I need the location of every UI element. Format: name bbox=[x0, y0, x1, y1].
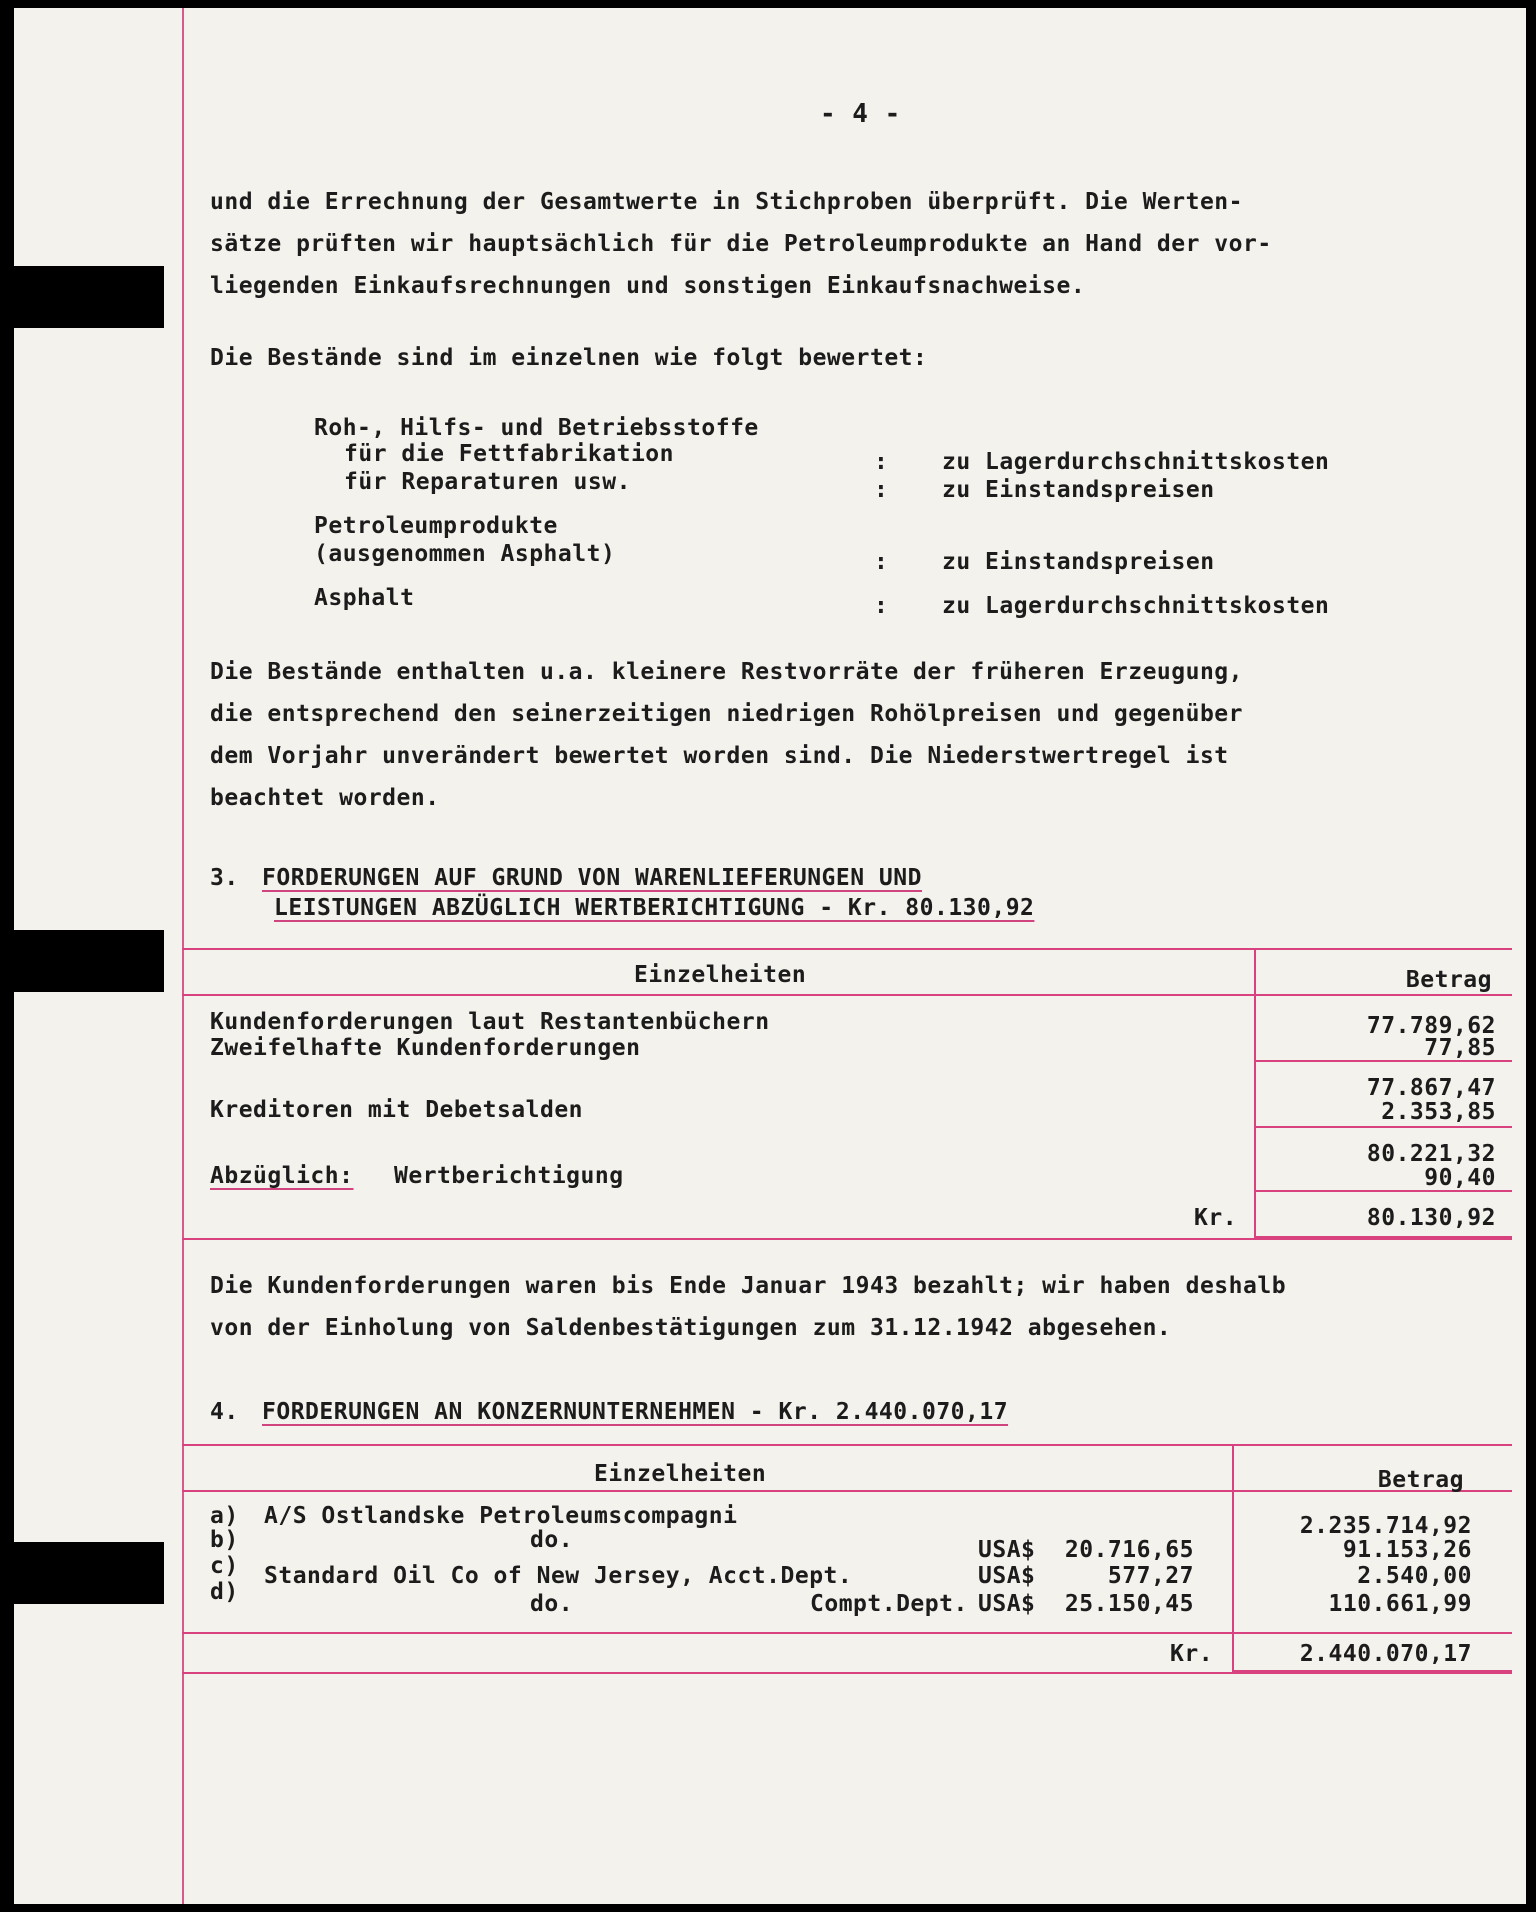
row-label: Kreditoren mit Debetsalden bbox=[210, 1097, 584, 1123]
row-label: do. bbox=[530, 1527, 574, 1553]
valuation-value: zu Lagerdurchschnittskosten bbox=[942, 449, 1330, 475]
row-label: A/S Ostlandske Petroleumscompagni bbox=[264, 1503, 738, 1529]
valuation-label: Asphalt bbox=[314, 585, 415, 611]
row-amount: 77,85 bbox=[1424, 1035, 1496, 1061]
total-amount: 2.440.070,17 bbox=[1299, 1641, 1472, 1667]
column-header-details: Einzelheiten bbox=[634, 962, 807, 988]
intro-line: und die Errechnung der Gesamtwerte in Stichproben überprüft. Die Werten- bbox=[210, 189, 1243, 215]
section-number: 3. bbox=[210, 865, 239, 891]
valuation-separator: : bbox=[874, 449, 889, 475]
valuation-separator: : bbox=[874, 549, 889, 575]
intro-line: sätze prüften wir hauptsächlich für die Petroleumprodukte an Hand der vor- bbox=[210, 231, 1272, 257]
valuation-item-title: Petroleumprodukte bbox=[314, 513, 558, 539]
page-number: - 4 - bbox=[820, 99, 901, 129]
section-title: FORDERUNGEN AN KONZERNUNTERNEHMEN - Kr. 2.440.070,17 bbox=[262, 1399, 1009, 1425]
section-title: LEISTUNGEN ABZÜGLICH WERTBERICHTIGUNG - Kr. 80.130,92 bbox=[274, 895, 1035, 921]
row-letter: d) bbox=[210, 1579, 239, 1605]
row-amount: 2.235.714,92 bbox=[1299, 1513, 1472, 1539]
stock-line: beachtet worden. bbox=[210, 785, 440, 811]
total-amount: 80.130,92 bbox=[1366, 1205, 1496, 1231]
deduction-label: Abzüglich: bbox=[210, 1163, 354, 1189]
valuation-heading: Die Bestände sind im einzelnen wie folgt bewertet: bbox=[210, 345, 928, 371]
column-header-details: Einzelheiten bbox=[594, 1461, 767, 1487]
valuation-value: zu Lagerdurchschnittskosten bbox=[942, 593, 1330, 619]
row-foreign-amount: 25.150,45 bbox=[1064, 1591, 1194, 1617]
row-amount: 91.153,26 bbox=[1342, 1537, 1472, 1563]
valuation-label: für die Fettfabrikation bbox=[344, 441, 674, 467]
column-header-amount: Betrag bbox=[1405, 967, 1492, 993]
row-letter: a) bbox=[210, 1503, 239, 1529]
row-amount: 110.661,99 bbox=[1328, 1591, 1472, 1617]
row-foreign-amount: 577,27 bbox=[1107, 1563, 1194, 1589]
valuation-separator: : bbox=[874, 477, 889, 503]
total-label: Kr. bbox=[1170, 1641, 1214, 1667]
row-label: Wertberichtigung bbox=[394, 1163, 624, 1189]
row-label: Kundenforderungen laut Restantenbüchern bbox=[210, 1009, 770, 1035]
row-amount: 2.353,85 bbox=[1381, 1099, 1496, 1125]
row-currency: USA$ bbox=[978, 1563, 1036, 1589]
row-foreign-amount: 20.716,65 bbox=[1064, 1537, 1194, 1563]
valuation-label: (ausgenommen Asphalt) bbox=[314, 541, 616, 567]
row-amount: 77.789,62 bbox=[1366, 1013, 1496, 1039]
valuation-value: zu Einstandspreisen bbox=[942, 477, 1215, 503]
row-label: Standard Oil Co of New Jersey, Acct.Dept. bbox=[264, 1563, 853, 1589]
row-currency: USA$ bbox=[978, 1591, 1036, 1617]
binder-tab bbox=[14, 1542, 164, 1604]
row-amount: 2.540,00 bbox=[1357, 1563, 1472, 1589]
row-letter: b) bbox=[210, 1527, 239, 1553]
subtotal-amount: 77.867,47 bbox=[1366, 1075, 1496, 1101]
stock-line: dem Vorjahr unverändert bewertet worden sind. Die Niederstwertregel ist bbox=[210, 743, 1229, 769]
row-label: Zweifelhafte Kundenforderungen bbox=[210, 1035, 641, 1061]
intro-line: liegenden Einkaufsrechnungen und sonstigen Einkaufsnachweise. bbox=[210, 273, 1086, 299]
valuation-item-title: Roh-, Hilfs- und Betriebsstoffe bbox=[314, 415, 759, 441]
paid-line: Die Kundenforderungen waren bis Ende Januar 1943 bezahlt; wir haben deshalb bbox=[210, 1273, 1287, 1299]
section-title: FORDERUNGEN AUF GRUND VON WARENLIEFERUNGEN UND bbox=[262, 865, 922, 891]
document-page bbox=[14, 8, 1526, 1904]
binder-tab bbox=[14, 266, 164, 328]
valuation-value: zu Einstandspreisen bbox=[942, 549, 1215, 575]
column-header-amount: Betrag bbox=[1377, 1467, 1464, 1493]
row-sublabel: Compt.Dept. bbox=[810, 1591, 968, 1617]
row-letter: c) bbox=[210, 1553, 239, 1579]
valuation-separator: : bbox=[874, 593, 889, 619]
row-amount: 90,40 bbox=[1424, 1165, 1496, 1191]
subtotal-amount: 80.221,32 bbox=[1366, 1141, 1496, 1167]
binder-tab bbox=[14, 930, 164, 992]
stock-line: Die Bestände enthalten u.a. kleinere Restvorräte der früheren Erzeugung, bbox=[210, 659, 1243, 685]
valuation-label: für Reparaturen usw. bbox=[344, 469, 631, 495]
paid-line: von der Einholung von Saldenbestätigungen zum 31.12.1942 abgesehen. bbox=[210, 1315, 1172, 1341]
row-currency: USA$ bbox=[978, 1537, 1036, 1563]
stock-line: die entsprechend den seinerzeitigen niedrigen Rohölpreisen und gegenüber bbox=[210, 701, 1243, 727]
total-label: Kr. bbox=[1194, 1205, 1238, 1231]
row-label: do. bbox=[530, 1591, 574, 1617]
margin-line bbox=[182, 8, 184, 1904]
section-number: 4. bbox=[210, 1399, 239, 1425]
